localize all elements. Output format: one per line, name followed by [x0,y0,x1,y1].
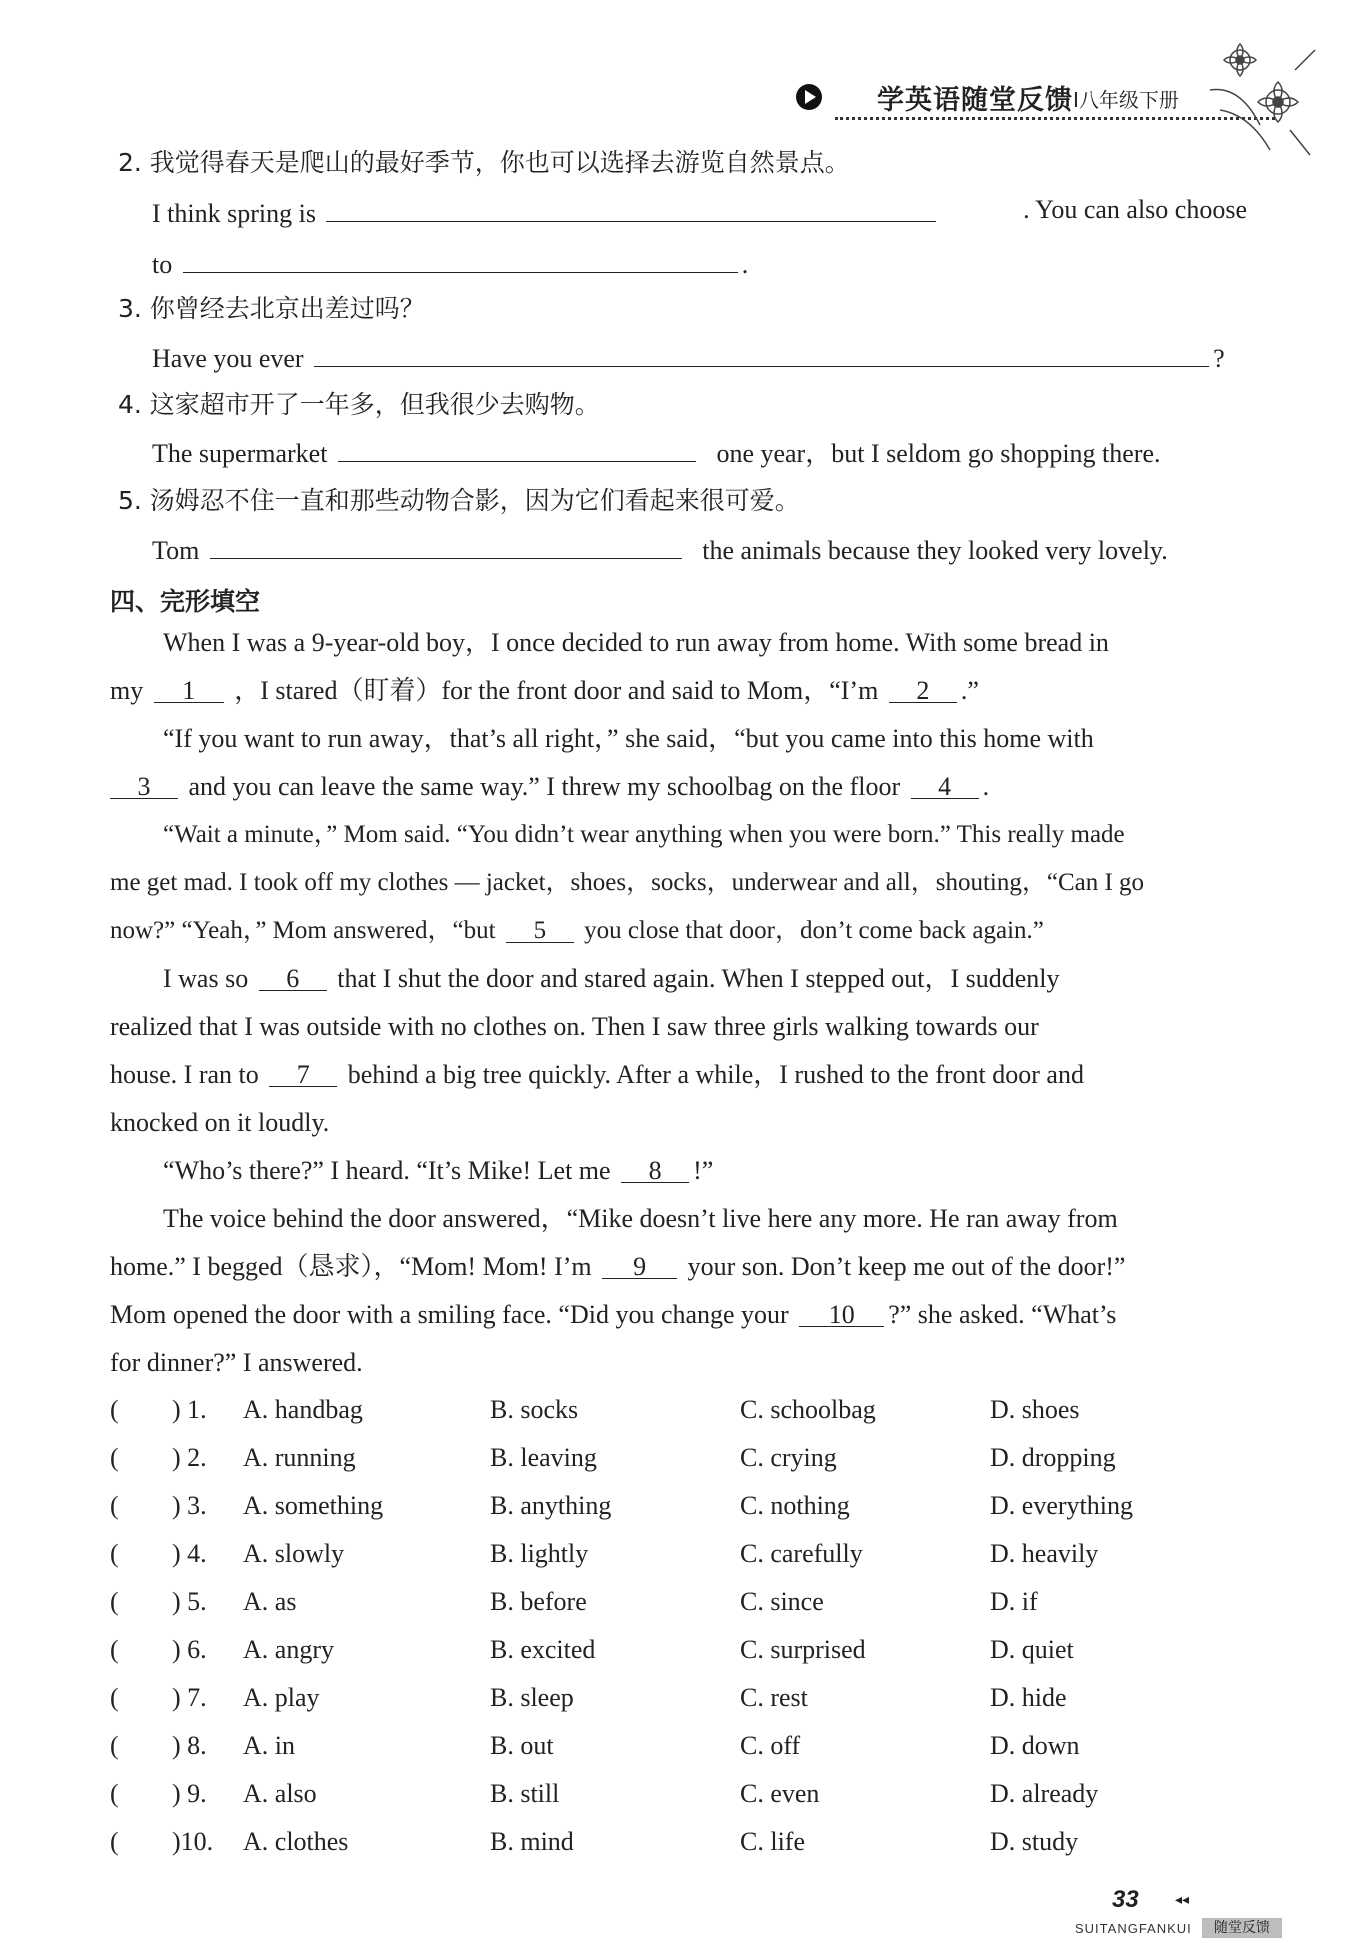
q2-text-b: . You can also choose [1023,195,1247,224]
flower-decoration-icon [1200,30,1320,160]
cloze-p2-line1: “If you want to run away，that’s all right，” she said，“but you came into this home with [163,724,1094,753]
option-row [110,1779,1250,1819]
cloze-p3-line1: “Wait a minute，” Mom said. “You didn’t wear anything when you were born.” This really made [163,821,1125,848]
q2-answer-blank-2[interactable] [183,244,738,273]
choice-a: A. something [243,1491,384,1520]
choice-d: D. hide [990,1683,1067,1712]
q2-english-line1 [152,193,1247,231]
cloze-p1-line2: my 1 ，I stared（盯着）for the front door and said to Mom，“I’m 2 .” [110,676,979,705]
q5-english-line1 [152,530,1168,568]
cloze-p1-line1: When I was a 9-year-old boy，I once decided to run away from home. With some bread in [163,628,1109,657]
option-row [110,1683,1250,1723]
answer-bracket[interactable]: ( [110,1539,119,1568]
choice-c: C. crying [740,1443,837,1472]
answer-bracket[interactable]: ( [110,1443,119,1472]
cloze-blank-7[interactable]: 7 [269,1058,337,1087]
choice-d: D. heavily [990,1539,1099,1568]
cloze-blank-6[interactable]: 6 [259,962,327,991]
cloze-p6-line2: home.” I begged（恳求），“Mom! Mom! I’m 9 your son. Don’t keep me out of the door!” [110,1252,1126,1281]
choice-a: A. play [243,1683,320,1712]
choice-b: B. out [490,1731,554,1760]
choice-a: A. also [243,1779,317,1808]
option-row [110,1443,1250,1483]
choice-d: D. already [990,1779,1099,1808]
question-number: ) 6. [172,1635,207,1664]
choice-d: D. down [990,1731,1080,1760]
q2-text-a: I think spring is [152,199,316,228]
choice-c: C. carefully [740,1539,863,1568]
choice-a: A. in [243,1731,295,1760]
question-number: ) 4. [172,1539,207,1568]
cloze-blank-9[interactable]: 9 [602,1250,677,1279]
choice-d: D. everything [990,1491,1133,1520]
choice-c: C. nothing [740,1491,850,1520]
choice-b: B. sleep [490,1683,574,1712]
cloze-p6-line3: Mom opened the door with a smiling face. “Did you change your 10 ?” she asked. “What’s [110,1300,1117,1329]
choice-a: A. clothes [243,1827,349,1856]
q5-answer-blank[interactable] [210,530,682,559]
q4-text-a: The supermarket [152,439,328,468]
choice-c: C. life [740,1827,805,1856]
choice-c: C. off [740,1731,801,1760]
choice-a: A. angry [243,1635,334,1664]
q3-answer-blank[interactable] [314,338,1209,367]
q3-chinese: 3. 你曾经去北京出差过吗？ [118,294,425,323]
choice-a: A. running [243,1443,356,1472]
answer-bracket[interactable]: ( [110,1635,119,1664]
q2-answer-blank-1[interactable] [326,193,936,222]
answer-bracket[interactable]: ( [110,1827,119,1856]
cloze-p5-line1: “Who’s there?” I heard. “It’s Mike! Let me 8 !” [163,1156,714,1185]
option-row [110,1827,1250,1867]
choice-b: B. excited [490,1635,596,1664]
cloze-blank-10[interactable]: 10 [799,1298,884,1327]
choice-d: D. if [990,1587,1038,1616]
q5-text-b: the animals because they looked very lovely. [702,536,1168,565]
choice-b: B. lightly [490,1539,589,1568]
question-number: ) 7. [172,1683,207,1712]
q3-text-b: ? [1213,344,1225,373]
choice-a: A. handbag [243,1395,363,1424]
choice-b: B. anything [490,1491,612,1520]
double-left-arrow-icon: ◂◂ [1175,1893,1190,1908]
q2-text-d: . [741,250,749,279]
q4-english-line1 [152,433,1161,471]
cloze-blank-1[interactable]: 1 [154,674,224,703]
q2-chinese: 2. 我觉得春天是爬山的最好季节，你也可以选择去游览自然景点。 [118,148,850,177]
cloze-p4-line1: I was so 6 that I shut the door and stared again. When I stepped out，I suddenly [163,964,1060,993]
question-number: ) 3. [172,1491,207,1520]
choice-b: B. socks [490,1395,579,1424]
book-title: 学英语随堂反馈 [877,85,1073,116]
q2-text-c: to [152,250,173,279]
page-number: 33 [1112,1886,1139,1913]
choice-c: C. rest [740,1683,808,1712]
q3-english-line1 [152,338,1225,376]
choice-b: B. before [490,1587,587,1616]
play-icon [795,83,823,111]
option-row [110,1395,1250,1435]
answer-bracket[interactable]: ( [110,1587,119,1616]
cloze-blank-2[interactable]: 2 [889,674,957,703]
choice-c: C. even [740,1779,820,1808]
q4-answer-blank[interactable] [338,433,696,462]
q4-chinese: 4. 这家超市开了一年多，但我很少去购物。 [118,390,600,419]
question-number: )10. [172,1827,214,1856]
q2-english-line2 [152,244,748,282]
cloze-p4-line2: realized that I was outside with no clothes on. Then I saw three girls walking towards our [110,1012,1039,1041]
q4-text-b: one year，but I seldom go shopping there. [716,439,1161,468]
choice-c: C. schoolbag [740,1395,876,1424]
cloze-blank-5[interactable]: 5 [506,914,574,943]
question-number: ) 2. [172,1443,207,1472]
cloze-p6-line4: for dinner?” I answered. [110,1348,363,1377]
footer-bar [1075,1918,1285,1940]
cloze-blank-4[interactable]: 4 [911,770,979,799]
q5-chinese: 5. 汤姆忍不住一直和那些动物合影，因为它们看起来很可爱。 [118,486,800,515]
answer-bracket[interactable]: ( [110,1395,119,1424]
option-row [110,1731,1250,1771]
choice-c: C. since [740,1587,824,1616]
question-number: ) 1. [172,1395,207,1424]
cloze-p2-line2: 3 and you can leave the same way.” I threw my schoolbag on the floor 4 . [110,770,989,804]
choice-b: B. mind [490,1827,574,1856]
option-row [110,1587,1250,1627]
option-row [110,1539,1250,1579]
option-row [110,1491,1250,1531]
q3-text-a: Have you ever [152,344,304,373]
choice-a: A. as [243,1587,297,1616]
choice-b: B. leaving [490,1443,597,1472]
cloze-p4-line3: house. I ran to 7 behind a big tree quickly. After a while，I rushed to the front door and [110,1060,1084,1089]
choice-c: C. surprised [740,1635,866,1664]
choice-a: A. slowly [243,1539,345,1568]
cloze-section-title: 四、完形填空 [110,587,261,616]
cloze-p6-line1: The voice behind the door answered，“Mike doesn’t live here any more. He ran away from [163,1204,1118,1233]
question-number: ) 5. [172,1587,207,1616]
book-subtitle: Ⅰ八年级下册 [1073,88,1179,112]
footer-brand: SUITANGFANKUI [1075,1921,1192,1936]
choice-d: D. dropping [990,1443,1116,1472]
answer-bracket[interactable]: ( [110,1491,119,1520]
choice-d: D. shoes [990,1395,1080,1424]
question-number: ) 8. [172,1731,207,1760]
answer-bracket[interactable]: ( [110,1731,119,1760]
cloze-p3-line2: me get mad. I took off my clothes — jacket，shoes，socks，underwear and all，shouting，“Can I go [110,869,1145,896]
question-number: ) 9. [172,1779,207,1808]
choice-d: D. study [990,1827,1079,1856]
cloze-p4-line4: knocked on it loudly. [110,1108,330,1137]
footer-tag: 随堂反馈 [1202,1918,1282,1938]
cloze-blank-3[interactable]: 3 [110,770,178,799]
answer-bracket[interactable]: ( [110,1683,119,1712]
q5-text-a: Tom [152,536,200,565]
choice-d: D. quiet [990,1635,1074,1664]
choice-b: B. still [490,1779,560,1808]
cloze-blank-8[interactable]: 8 [621,1154,689,1183]
answer-bracket[interactable]: ( [110,1779,119,1808]
cloze-p3-line3: now?” “Yeah，” Mom answered，“but 5 you close that door，don’t come back again.” [110,914,1044,948]
option-row [110,1635,1250,1675]
